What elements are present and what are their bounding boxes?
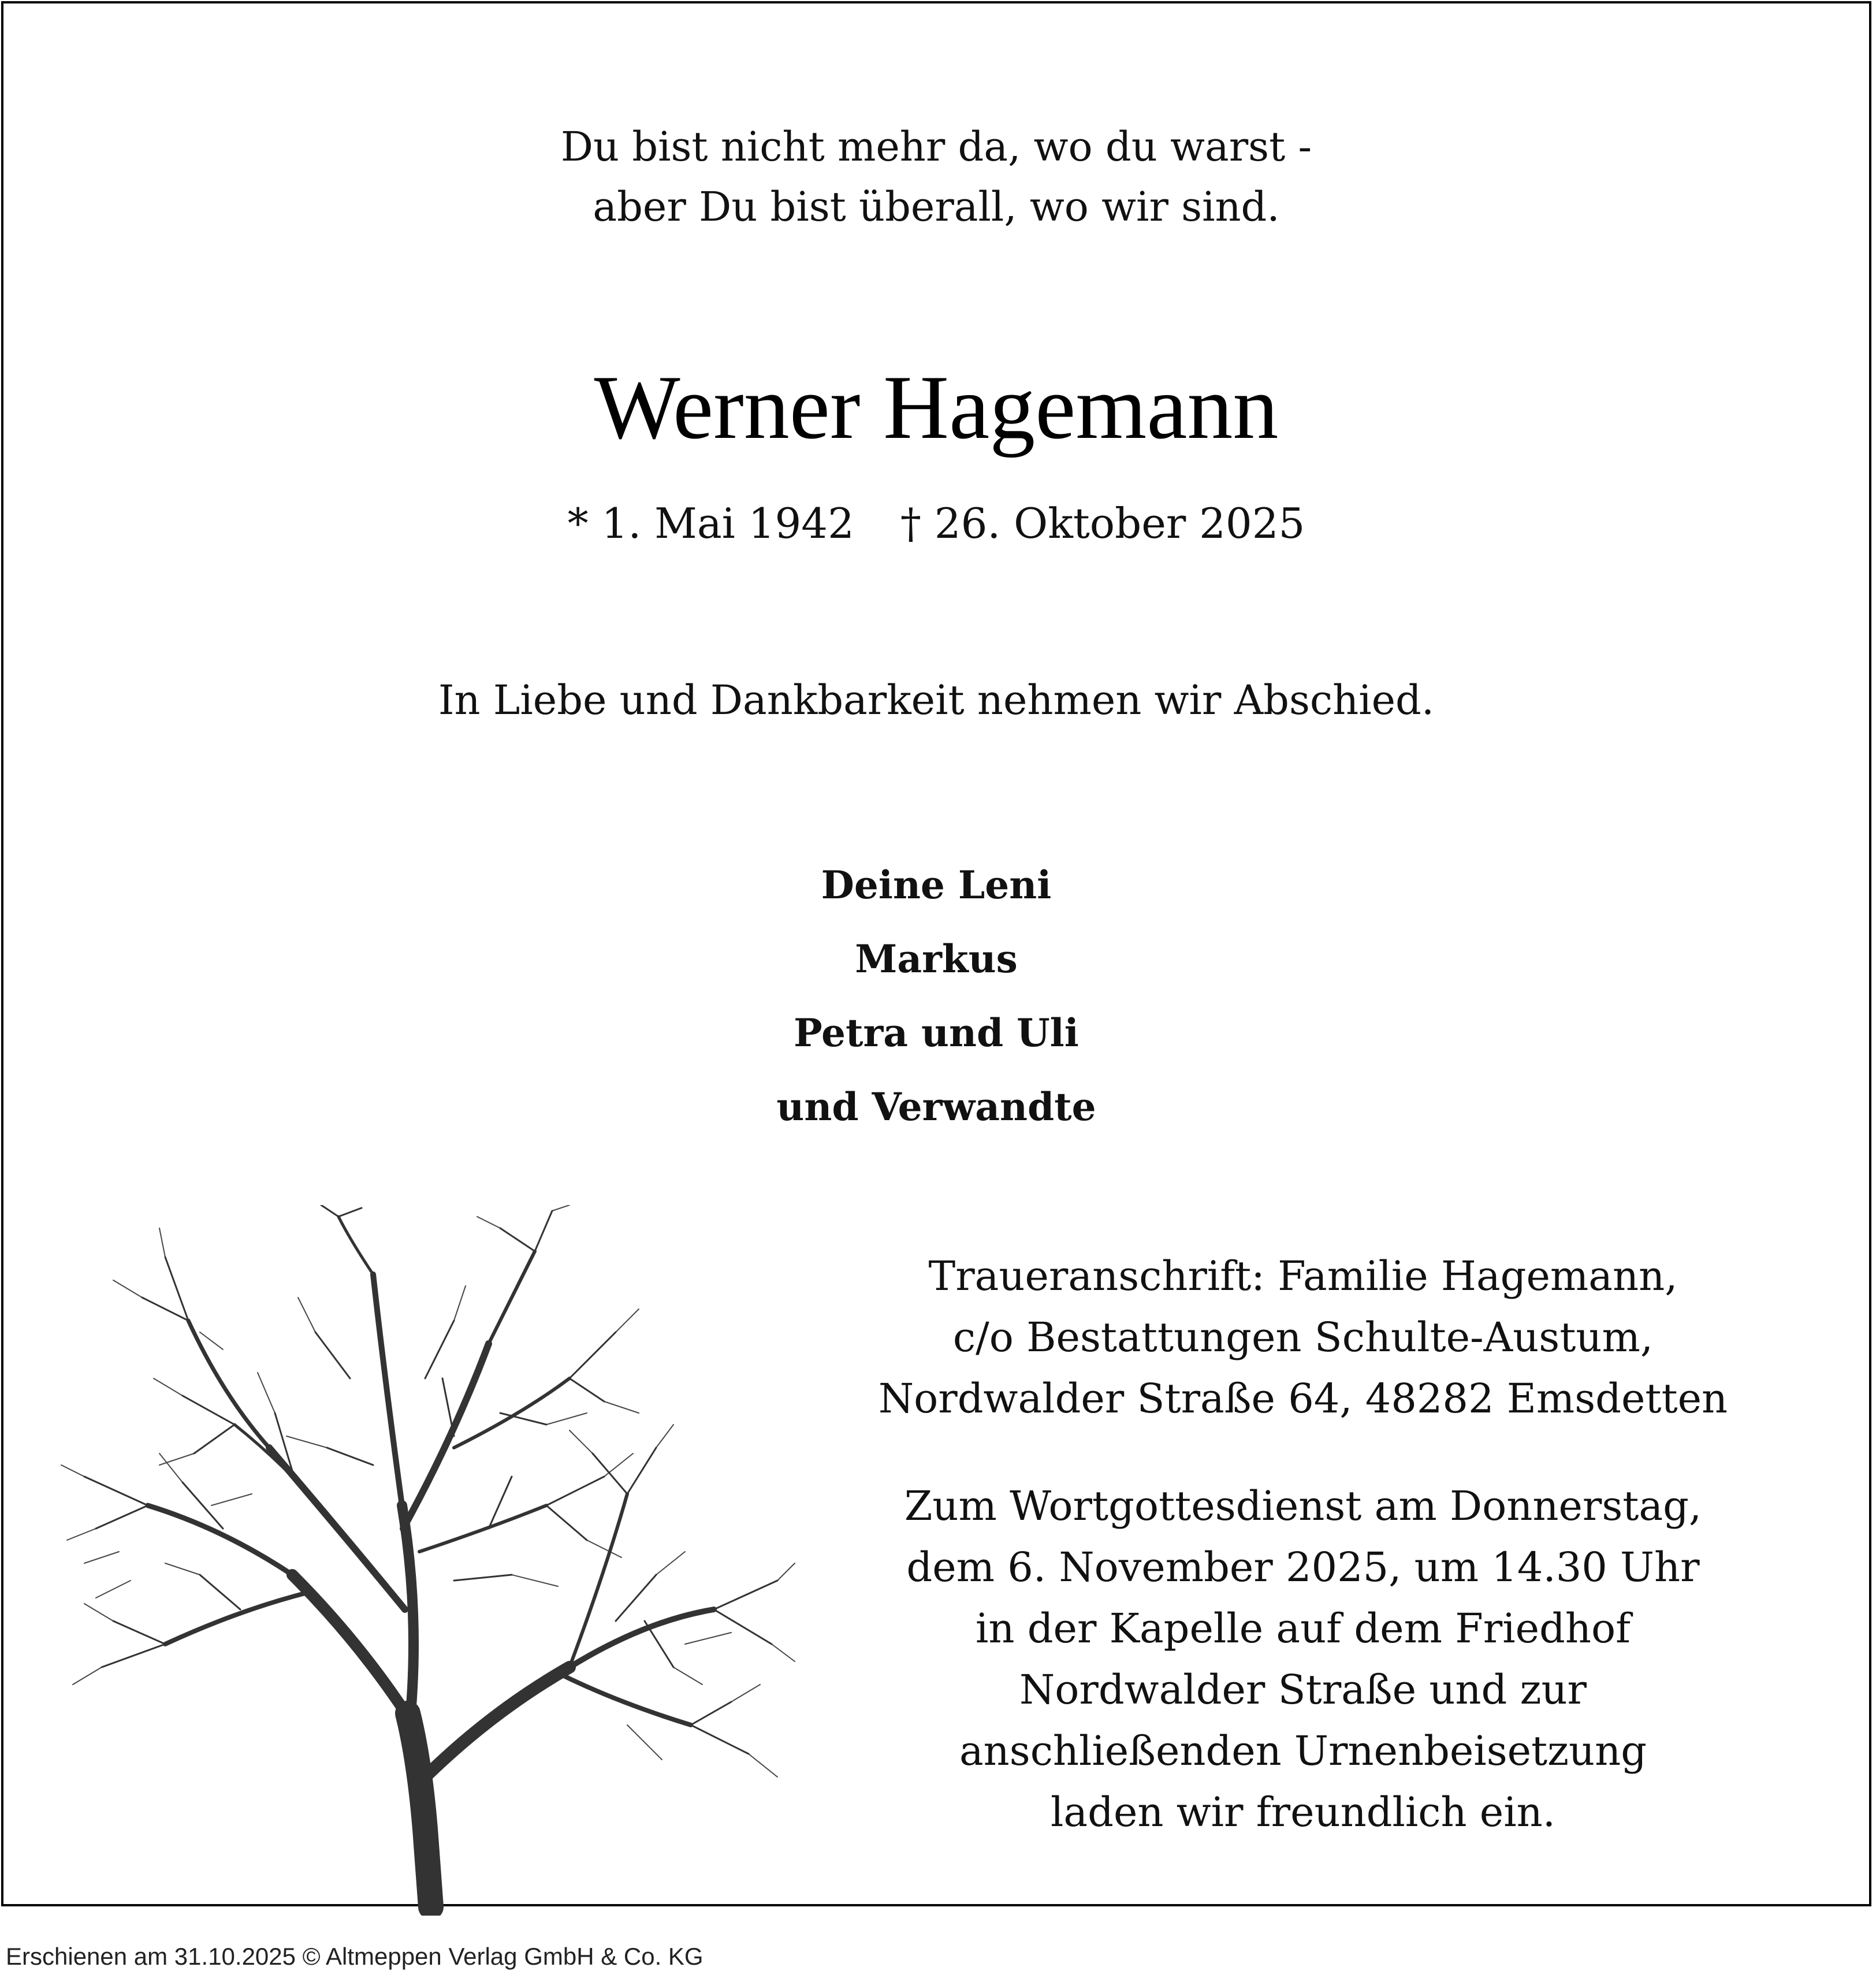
mourner-name: Markus bbox=[855, 936, 1018, 981]
quote-line: Du bist nicht mehr da, wo du warst - bbox=[560, 123, 1312, 170]
service-line: laden wir freundlich ein. bbox=[1051, 1789, 1555, 1836]
mourner-name: Petra und Uli bbox=[794, 1010, 1079, 1055]
publication-footer: Erschienen am 31.10.2025 © Altmeppen Verlag GmbH & Co. KG bbox=[6, 1943, 704, 1970]
service-invitation bbox=[835, 1475, 1771, 1843]
service-line: Nordwalder Straße und zur bbox=[1019, 1666, 1587, 1713]
mourner-name: Deine Leni bbox=[821, 862, 1052, 908]
obituary-notice bbox=[1, 1, 1871, 1906]
service-line: Zum Wortgottesdienst am Donnerstag, bbox=[904, 1482, 1702, 1530]
deceased-name: Werner Hagemann bbox=[594, 357, 1279, 458]
address-line: c/o Bestattungen Schulte-Austum, bbox=[952, 1314, 1654, 1361]
bare-tree-icon bbox=[50, 1205, 801, 1916]
mourners-list bbox=[3, 848, 1869, 1144]
address-line: Nordwalder Straße 64, 48282 Emsdetten bbox=[878, 1375, 1728, 1422]
service-line: in der Kapelle auf dem Friedhof bbox=[975, 1605, 1631, 1652]
quote-line: aber Du bist überall, wo wir sind. bbox=[593, 183, 1280, 230]
farewell-text: In Liebe und Dankbarkeit nehmen wir Abschied. bbox=[438, 676, 1435, 724]
mourning-address bbox=[835, 1245, 1771, 1429]
service-line: anschließenden Urnenbeisetzung bbox=[959, 1727, 1647, 1775]
memorial-quote bbox=[3, 117, 1869, 237]
mourner-name: und Verwandte bbox=[776, 1084, 1096, 1129]
life-dates bbox=[3, 496, 1869, 551]
address-line: Traueranschrift: Familie Hagemann, bbox=[928, 1252, 1678, 1300]
death-date: † 26. Oktober 2025 bbox=[900, 499, 1305, 548]
birth-date: * 1. Mai 1942 bbox=[567, 499, 854, 548]
service-line: dem 6. November 2025, um 14.30 Uhr bbox=[906, 1544, 1700, 1591]
